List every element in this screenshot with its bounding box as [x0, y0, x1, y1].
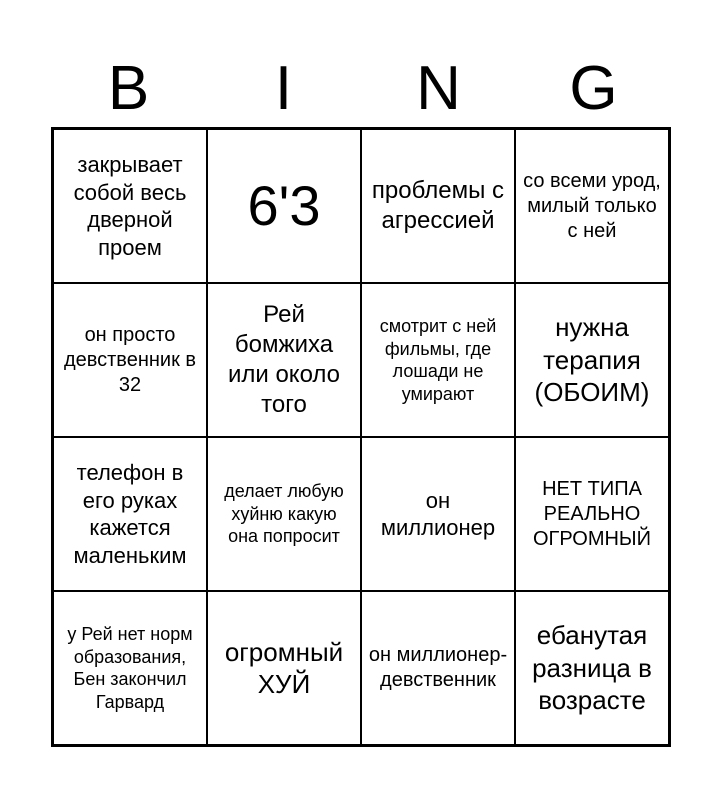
cell-text: огромный ХУЙ [224, 636, 344, 699]
bingo-cell[interactable] [53, 591, 207, 745]
cell-text: у Рей нет норм образования, Бен закончил Гарвард [67, 624, 193, 712]
cell-text: закрывает собой весь дверной проем [73, 152, 187, 260]
cell-text: со всеми урод, милый только с ней [523, 169, 661, 242]
cell-text: Рей бомжиха или около того [227, 301, 341, 418]
cell-text: смотрит с ней фильмы, где лошади не умирают [379, 316, 497, 404]
bingo-cell[interactable] [207, 437, 361, 591]
bingo-cell[interactable] [515, 283, 669, 437]
cell-text: он миллионер-девственник [368, 644, 508, 691]
cell-text: телефон в его руках кажется маленьким [73, 460, 187, 568]
header-letter-g: G [569, 54, 618, 123]
cell-text: делает любую хуйню какую она попросит [224, 481, 344, 547]
bingo-cell[interactable] [515, 437, 669, 591]
bingo-cell[interactable] [207, 283, 361, 437]
bingo-cell[interactable] [361, 591, 515, 745]
bingo-cell[interactable] [515, 129, 669, 283]
header-letter-n: N [416, 54, 461, 123]
bingo-cell[interactable] [207, 591, 361, 745]
cell-text: НЕТ ТИПА РЕАЛЬНО ОГРОМНЫЙ [532, 477, 652, 550]
bingo-cell[interactable] [53, 129, 207, 283]
bingo-cell[interactable] [515, 591, 669, 745]
cell-text: 6'3 [247, 174, 321, 237]
cell-text: он просто девственник в 32 [63, 323, 197, 396]
bingo-cell[interactable] [53, 437, 207, 591]
cell-text: проблемы с агрессией [371, 177, 505, 234]
cell-text: нужна терапия (ОБОИМ) [534, 312, 650, 408]
cell-text: ебанутая разница в возрасте [532, 620, 652, 716]
cell-text: он миллионер [380, 487, 496, 540]
bingo-cell[interactable] [361, 129, 515, 283]
bingo-cell[interactable] [207, 129, 361, 283]
bingo-cell[interactable] [361, 437, 515, 591]
bingo-cell[interactable] [53, 283, 207, 437]
bingo-header [51, 54, 671, 124]
header-letter-i: I [274, 54, 293, 123]
header-letter-b: B [107, 54, 150, 123]
bingo-cell[interactable] [361, 283, 515, 437]
bingo-board [51, 127, 671, 747]
